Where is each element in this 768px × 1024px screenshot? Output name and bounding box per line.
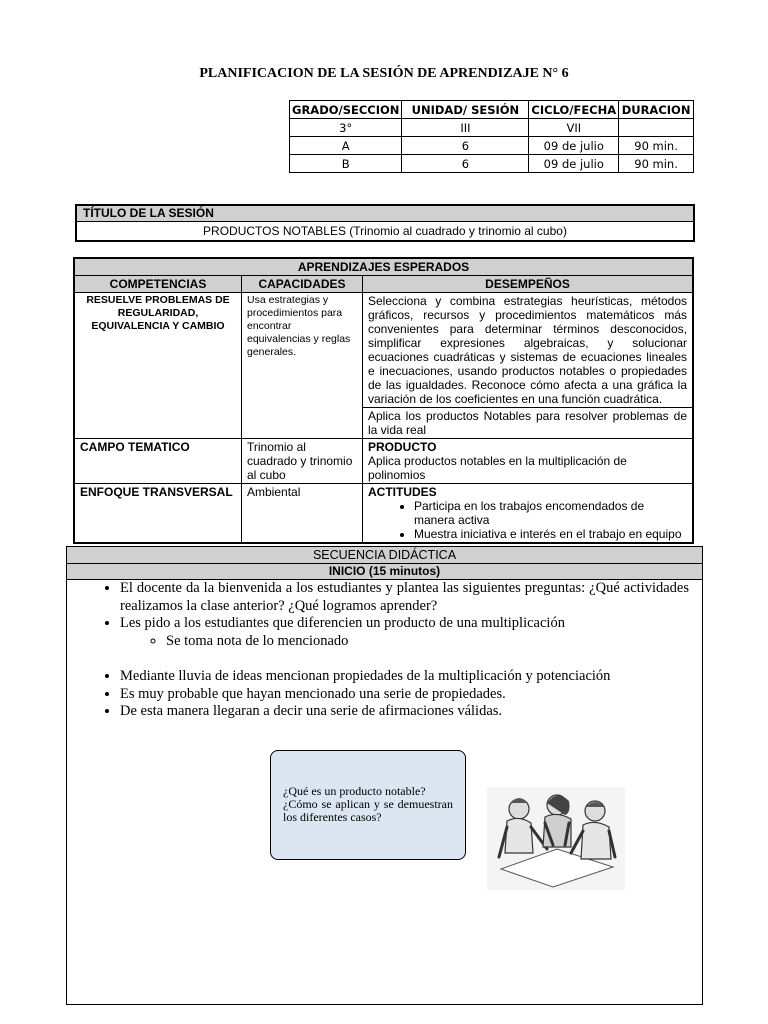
enfoque-value: Ambiental [242, 484, 363, 544]
children-working-illustration [487, 787, 625, 890]
expected-learnings-table [73, 257, 694, 544]
actitudes-cell [363, 484, 694, 544]
producto-value: Aplica productos notables en la multiplicación de polinomios [368, 454, 627, 482]
sub-list [120, 633, 689, 651]
table-row [74, 439, 693, 484]
table-cell: 6 [402, 155, 529, 173]
header-cell: CICLO/FECHA [529, 101, 619, 119]
learnings-columns-row [74, 276, 693, 293]
question-text: ¿Qué es un producto notable? [283, 784, 426, 798]
table-row [290, 119, 694, 137]
question-callout [270, 750, 466, 860]
table-cell [619, 119, 694, 137]
enfoque-label: ENFOQUE TRANSVERSAL [74, 484, 242, 544]
sub-list-item: ◦ Se toma nota de lo mencionado [166, 633, 689, 651]
desempenos-header: DESEMPEÑOS [363, 276, 694, 293]
table-cell: 09 de julio [529, 155, 619, 173]
capacidad-cell: Usa estrategias y procedimientos para encontrar equivalencias y reglas generales. [242, 293, 363, 439]
desempeno-cell: Aplica los productos Notables para resolver problemas de la vida real [363, 408, 694, 439]
list-item: • El docente da la bienvenida a los estudiantes y plantea las siguientes preguntas: ¿Qué actividades realizamos la clase anterior? ¿Qué logramos aprender? [120, 580, 689, 615]
learnings-header-row [74, 258, 693, 276]
campo-tematico-value: Trinomio al cuadrado y trinomio al cubo [242, 439, 363, 484]
table-row [74, 293, 693, 408]
capacidades-header: CAPACIDADES [242, 276, 363, 293]
learnings-header: APRENDIZAJES ESPERADOS [74, 258, 693, 276]
table-cell: 90 min. [619, 155, 694, 173]
actitudes-label: ACTITUDES [368, 485, 437, 499]
list-item: • Mediante lluvia de ideas mencionan propiedades de la multiplicación y potenciación [120, 668, 689, 686]
session-title-label: TÍTULO DE LA SESIÓN [77, 206, 693, 222]
list-item-text: Les pido a los estudiantes que diferencien un producto de una multiplicación [120, 615, 565, 631]
session-title-value: PRODUCTOS NOTABLES (Trinomio al cuadrado y trinomio al cubo) [203, 224, 567, 238]
competencias-header: COMPETENCIAS [74, 276, 242, 293]
table-cell: 90 min. [619, 137, 694, 155]
header-cell: DURACION [619, 101, 694, 119]
table-cell: VII [529, 119, 619, 137]
table-row [74, 484, 693, 544]
table-header-row [290, 101, 694, 119]
table-cell: 3° [290, 119, 402, 137]
producto-label: PRODUCTO [368, 440, 437, 454]
actitudes-list [368, 499, 687, 541]
didactic-sequence-box [66, 546, 703, 1005]
sequence-subheader: INICIO (15 minutos) [67, 564, 702, 580]
question-text: ¿Cómo se aplican y se demuestran los diferentes casos? [283, 797, 453, 824]
table-cell: B [290, 155, 402, 173]
header-cell: GRADO/SECCION [290, 101, 402, 119]
list-item: • Muestra iniciativa e interés en el trabajo en equipo [414, 527, 687, 541]
campo-tematico-label: CAMPO TEMATICO [74, 439, 242, 484]
header-cell: UNIDAD/ SESIÓN [402, 101, 529, 119]
producto-cell [363, 439, 694, 484]
table-cell: A [290, 137, 402, 155]
sequence-list [67, 580, 702, 721]
session-title-box [75, 204, 695, 242]
table-cell: 09 de julio [529, 137, 619, 155]
table-cell: 6 [402, 137, 529, 155]
session-info-table [289, 100, 694, 173]
competencia-cell: RESUELVE PROBLEMAS DE REGULARIDAD, EQUIVALENCIA Y CAMBIO [74, 293, 242, 439]
list-item: • De esta manera llegaran a decir una serie de afirmaciones válidas. [120, 703, 689, 721]
list-item [120, 615, 689, 650]
list-item: • Participa en los trabajos encomendados de manera activa [414, 499, 687, 527]
list-item: • Es muy probable que hayan mencionado una serie de propiedades. [120, 686, 689, 704]
desempeno-cell: Selecciona y combina estrategias heurísticas, métodos gráficos, recursos y procedimientos matemáticos más convenientes para determinar términos desconocidos, simplificar expresiones algebraicas, y solucionar ecuaciones cuadráticas y sistemas de ecuaciones lineales e inecuaciones, usando productos notables o propiedades de las igualdades. Reconoce cómo afecta a una gráfica la variación de los coeficientes en una función cuadrática. [363, 293, 694, 408]
document-title: PLANIFICACION DE LA SESIÓN DE APRENDIZAJE N° 6 [199, 66, 569, 81]
table-row [290, 137, 694, 155]
table-cell: III [402, 119, 529, 137]
table-row [290, 155, 694, 173]
sequence-header: SECUENCIA DIDÁCTICA [67, 547, 702, 564]
